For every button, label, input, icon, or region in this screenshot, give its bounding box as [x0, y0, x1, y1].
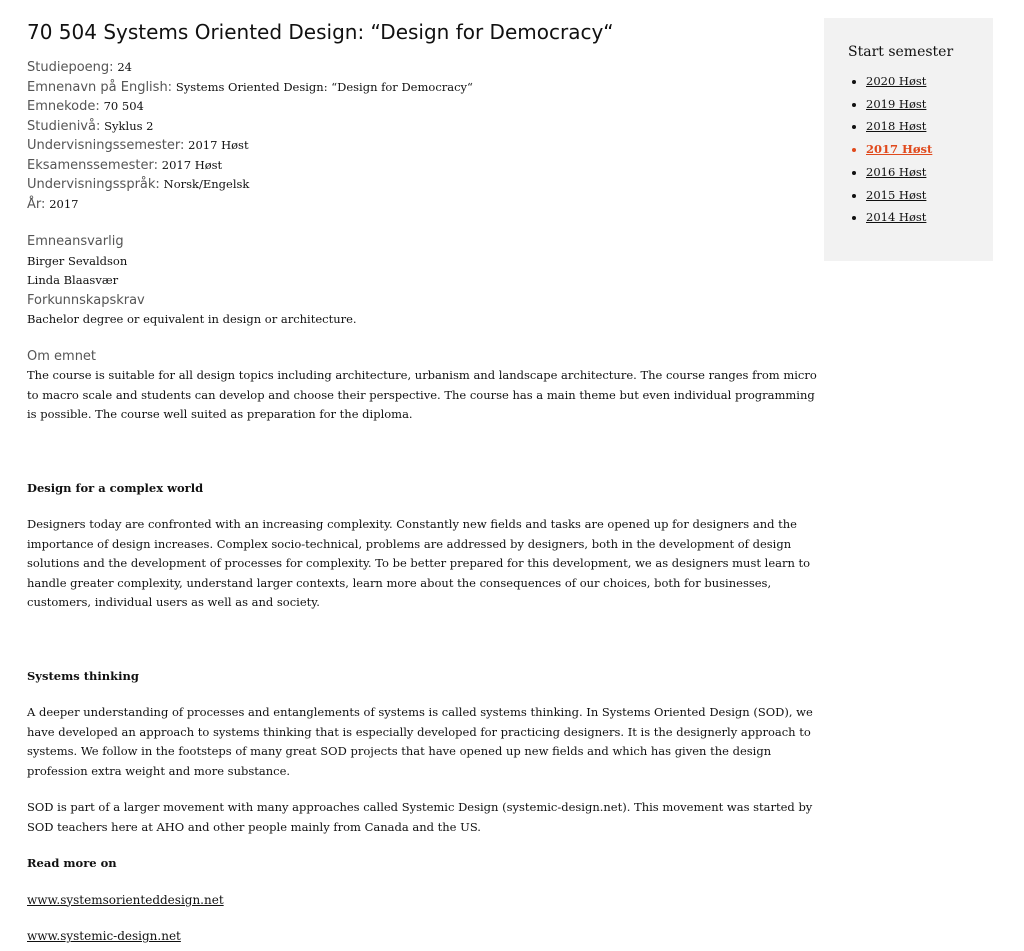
about-label: Om emnet — [27, 348, 97, 364]
course-meta — [27, 58, 822, 214]
meta-row-credits — [27, 58, 822, 78]
main-content — [27, 18, 822, 947]
meta-value: 2017 — [49, 196, 79, 211]
semester-item-active — [866, 138, 993, 161]
meta-row-study-level — [27, 117, 822, 137]
meta-row-teaching-semester — [27, 136, 822, 156]
semester-item — [866, 115, 993, 138]
meta-label: Eksamenssemester: — [27, 157, 158, 173]
meta-label: År: — [27, 196, 46, 212]
semester-list — [824, 70, 993, 229]
heading-systems-thinking: Systems thinking — [27, 668, 139, 683]
semester-sidebar — [824, 18, 993, 261]
meta-row-course-code — [27, 97, 822, 117]
meta-value: Norsk/Engelsk — [163, 177, 250, 191]
meta-value: 24 — [117, 60, 132, 74]
meta-label: Undervisningssemester: — [27, 138, 185, 153]
meta-label: Emnenavn på English: — [27, 79, 173, 95]
meta-row-exam-semester — [27, 156, 822, 176]
link-systemsorienteddesign[interactable]: www.systemsorienteddesign.net — [27, 892, 224, 907]
semester-item — [866, 161, 993, 184]
meta-value: 2017 Høst — [188, 138, 249, 152]
semester-link-2019[interactable]: 2019 Høst — [866, 96, 927, 111]
semester-link-2016[interactable]: 2016 Høst — [866, 164, 927, 179]
page-title: 70 504 Systems Oriented Design: “Design for Democracy“ — [27, 20, 614, 44]
heading-read-more: Read more on — [27, 856, 117, 870]
meta-value: 2017 Høst — [161, 157, 223, 172]
meta-row-language — [27, 175, 822, 195]
prereq-label: Forkunnskapskrav — [27, 292, 145, 308]
meta-value: 70 504 — [103, 99, 144, 113]
semester-link-2015[interactable]: 2015 Høst — [866, 187, 927, 202]
semester-link-2020[interactable]: 2020 Høst — [866, 74, 927, 88]
responsible-name: Linda Blaasvær — [27, 273, 119, 287]
semester-item — [866, 93, 993, 116]
meta-row-english-name — [27, 78, 822, 98]
meta-label: Undervisningsspråk: — [27, 177, 160, 192]
semester-item — [866, 184, 993, 207]
meta-row-year — [27, 195, 822, 215]
semester-item — [866, 206, 993, 229]
semester-link-2017[interactable]: 2017 Høst — [866, 142, 933, 157]
responsible-label: Emneansvarlig — [27, 234, 124, 249]
semester-item — [866, 70, 993, 93]
paragraph-systems-thinking: A deeper understanding of processes and entanglements of systems is called systems thinking. In Systems Oriented Design (SOD), we have developed an approach to systems thinking that is especially developed for practicing designers. It is the designerly approach to systems. We follow in the footsteps of many great SOD projects that have opened up new fields and which has given the design profession extra weight and more substance. — [27, 705, 813, 778]
about-intro: The course is suitable for all design topics including architecture, urbanism and landscape architecture. The course ranges from micro to macro scale and students can develop and choose their perspective. The course has a main theme but even individual programming is possible. The course well suited as preparation for the diploma. — [27, 368, 817, 421]
meta-label: Studiepoeng: — [27, 60, 114, 75]
meta-label: Emnekode: — [27, 99, 100, 114]
sidebar-title: Start semester — [848, 44, 954, 60]
semester-link-2018[interactable]: 2018 Høst — [866, 119, 927, 134]
meta-value: Syklus 2 — [104, 118, 154, 133]
paragraph-complex-world: Designers today are confronted with an increasing complexity. Constantly new fields and tasks are opened up for designers and the importance of design increases. Complex socio-technical, problems are addressed by designers, both in the development of design solutions and the development of processes for complexity. To be better prepared for this development, we as designers must learn to handle greater complexity, understand larger contexts, learn more about the consequences of our choices, both for businesses, customers, individual users as well as and society. — [27, 517, 811, 609]
link-systemic-design[interactable]: www.systemic-design.net — [27, 929, 181, 943]
prereq-text: Bachelor degree or equivalent in design or architecture. — [27, 312, 357, 326]
semester-link-2014[interactable]: 2014 Høst — [866, 210, 927, 225]
heading-complex-world: Design for a complex world — [27, 480, 204, 495]
meta-label: Studienivå: — [27, 118, 101, 134]
meta-value: Systems Oriented Design: “Design for Democracy“ — [175, 79, 473, 94]
responsible-name: Birger Sevaldson — [27, 253, 128, 268]
paragraph-systemic-design: SOD is part of a larger movement with many approaches called Systemic Design (systemic-design.net). This movement was started by SOD teachers here at AHO and other people mainly from Canada and the US. — [27, 800, 813, 834]
